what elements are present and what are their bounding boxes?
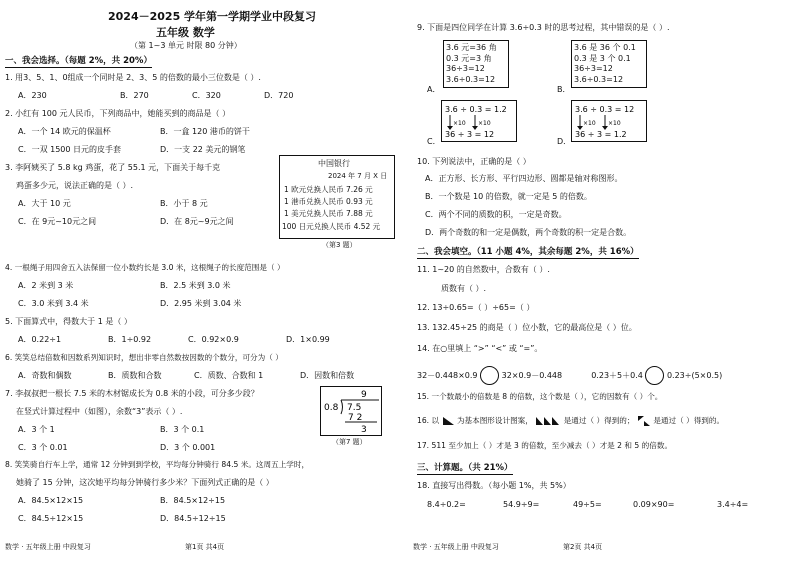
page2-footer-right: 第2页 共4页 xyxy=(563,543,603,551)
q9-a-line2: 0.3 元=3 角 xyxy=(446,54,492,63)
exam-subtitle: 五年级 数学 xyxy=(156,26,215,39)
q3-stem-line1: 3. 李阿姨买了 5.8 kg 鸡蛋，花了 55.1 元，下面关于每千克 xyxy=(5,163,221,172)
q9-d-diagram xyxy=(572,101,646,141)
q11-line1: 11. 1~20 的自然数中，合数有（ ）. xyxy=(417,265,550,274)
q18-expr-5: 3.4÷4= xyxy=(717,500,749,509)
q1-stem: 1. 用3、5、1、0组成一个同时是 2、3、5 的倍数的最小三位数是（ ）. xyxy=(5,73,261,82)
q2-option-c: C．一双 1500 日元的皮手套 xyxy=(18,145,122,154)
q10-option-c: C．两个不同的质数的积，一定是奇数。 xyxy=(425,210,567,219)
q3-stem-line2: 鸡蛋多少元，说法正确的是（ ）. xyxy=(16,181,134,190)
q18-expr-1: 8.4÷0.2= xyxy=(427,500,466,509)
bank-name: 中国银行 xyxy=(318,159,350,168)
q9-label-a: A． xyxy=(427,85,441,94)
page1-footer-left: 数学 · 五年级上册 中段复习 xyxy=(5,543,91,551)
long-division-figure xyxy=(320,386,382,436)
q9-a-line4: 3.6÷0.3=12 xyxy=(446,75,496,84)
division-quotient: 9 xyxy=(361,390,367,400)
q8-stem-line2: 她骑了 15 分钟，这次她平均每分钟骑行多少米？下面列式正确的是（ ） xyxy=(16,478,274,487)
q2-option-b: B．一盒 120 港币的饼干 xyxy=(160,127,250,136)
q11-line2: 质数有（ ）. xyxy=(441,284,487,293)
q2-option-a: A．一个 14 欧元的保温杯 xyxy=(18,127,111,136)
q8-option-a: A．84.5×12×15 xyxy=(18,496,84,505)
q16-part-4: 是通过（ ）得到的。 xyxy=(653,416,725,425)
q6-option-a: A．奇数和偶数 xyxy=(18,371,72,380)
q2-stem: 2. 小红有 100 元人民币，下列商品中，她能买到的商品是（ ） xyxy=(5,109,231,118)
q4-stem: 4. 一根绳子用四舍五入法保留一位小数约长是 3.0 米，这根绳子的长度范围是（ ） xyxy=(5,263,285,272)
q9-c-diagram xyxy=(442,101,516,141)
bank-date: 2024 年 7 月 X 日 xyxy=(328,172,388,180)
q8-option-c: C．84.5÷12×15 xyxy=(18,514,84,523)
q17-text: 17. 511 至少加上（ ）才是 3 的倍数，至少减去（ ）才是 2 和 5 的倍数。 xyxy=(417,441,673,450)
rate-euro: 1 欧元兑换人民币 7.26 元 xyxy=(284,185,373,194)
q9-label-d: D． xyxy=(557,137,572,146)
q12-text: 12. 13÷0.65=（ ）÷65=（ ） xyxy=(417,303,535,312)
q3-option-c: C．在 9元~10元之间 xyxy=(18,217,97,226)
rate-jpy: 100 日元兑换人民币 4.52 元 xyxy=(282,222,381,231)
q18-expr-4: 0.09×90= xyxy=(633,500,675,509)
q3-option-d: D．在 8元~9元之间 xyxy=(160,217,234,226)
q9-d-mult-2: ×10 xyxy=(608,120,621,127)
q10-option-d: D．两个奇数的和一定是偶数，两个奇数的积一定是合数。 xyxy=(425,228,632,237)
q7-option-c: C．3 个 0.01 xyxy=(18,443,68,452)
q5-stem: 5. 下面算式中，得数大于 1 是（ ） xyxy=(5,317,132,326)
q9-c-top: 3.6 ÷ 0.3 = 1.2 xyxy=(445,105,507,114)
q16-row xyxy=(417,415,724,427)
q1-option-b: B．270 xyxy=(120,91,149,100)
q9-b-line2: 0.3 是 3 个 0.1 xyxy=(574,54,631,63)
page1-footer-right: 第1页 共4页 xyxy=(185,543,225,551)
q9-b-line3: 36÷3=12 xyxy=(574,64,613,73)
bank-caption: （第3 题） xyxy=(322,241,357,249)
q14-expr-2: 32×0.9－0.448 xyxy=(501,371,563,380)
q1-option-d: D．720 xyxy=(264,91,294,100)
q9-box-d xyxy=(571,100,647,142)
q18-expr-2: 54.9÷9= xyxy=(503,500,540,509)
q2-option-d: D．一支 22 美元的钢笔 xyxy=(160,145,246,154)
rate-usd: 1 美元兑换人民币 7.88 元 xyxy=(284,209,373,218)
q4-option-b: B．2.5 米到 3.0 米 xyxy=(160,281,231,290)
q9-a-line1: 3.6 元=36 角 xyxy=(446,43,497,52)
q9-d-mult-1: ×10 xyxy=(583,120,596,127)
q7-option-b: B．3 个 0.1 xyxy=(160,425,205,434)
q9-d-top: 3.6 ÷ 0.3 = 12 xyxy=(575,105,635,114)
q10-stem: 10. 下列说法中，正确的是（ ） xyxy=(417,157,531,166)
q5-option-b: B．1÷0.92 xyxy=(108,335,152,344)
q9-c-bottom: 36 ÷ 3 = 12 xyxy=(445,130,495,139)
q14-compare-circle-2[interactable] xyxy=(645,366,664,385)
q15-text: 15. 一个数最小的倍数是 8 的倍数，这个数是（ ），它的因数有（ ）个。 xyxy=(417,392,663,401)
translated-pattern-icon xyxy=(535,416,561,426)
q5-option-a: A．0.22÷1 xyxy=(18,335,62,344)
section-1-heading: 一、我会选择。（每题 2%，共 20%） xyxy=(5,56,152,66)
q9-stem: 9. 下面是四位同学在计算 3.6÷0.3 时的思考过程，其中错误的是（ ）. xyxy=(417,23,670,32)
q5-option-c: C．0.92×0.9 xyxy=(188,335,239,344)
q8-stem-line1: 8. 笑笑骑自行车上学，通常 12 分钟到到学校，平均每分钟骑行 84.5 米。这周五上学时， xyxy=(5,460,310,469)
exam-meta: （第 1~3 单元 时限 80 分钟） xyxy=(130,41,242,50)
q9-c-mult-2: ×10 xyxy=(478,120,491,127)
rotated-pattern-icon xyxy=(637,415,651,427)
q9-box-b xyxy=(571,40,647,88)
base-shape-icon xyxy=(442,416,455,426)
q3-option-a: A．大于 10 元 xyxy=(18,199,71,208)
q1-option-c: C．320 xyxy=(192,91,221,100)
q6-option-c: C．质数、合数和 1 xyxy=(194,371,264,380)
division-caption: （第7 题） xyxy=(332,438,367,446)
division-dividend: 7.5 xyxy=(347,403,362,413)
q16-part-1: 16. 以 xyxy=(417,416,440,425)
q1-option-a: A．230 xyxy=(18,91,47,100)
q6-option-d: D．因数和倍数 xyxy=(300,371,355,380)
rate-hkd: 1 港币兑换人民币 0.93 元 xyxy=(284,197,373,206)
page-2 xyxy=(397,0,794,561)
q4-option-d: D．2.95 米到 3.04 米 xyxy=(160,299,242,308)
q16-part-3: 是通过（ ）得到的； xyxy=(563,416,635,425)
q13-text: 13. 132.45÷25 的商是（ ）位小数，它的最高位是（ ）位。 xyxy=(417,323,637,332)
q9-label-b: B． xyxy=(557,85,571,94)
q16-part-2: 为基本图形设计图案， xyxy=(456,416,533,425)
division-remainder: 3 xyxy=(361,425,367,435)
q8-option-b: B．84.5×12÷15 xyxy=(160,496,226,505)
q9-b-line4: 3.6÷0.3=12 xyxy=(574,75,624,84)
q7-stem-line2: 在竖式计算过程中（如图），余数“3”表示（ ）. xyxy=(16,407,183,416)
q9-box-a xyxy=(443,40,509,88)
q4-option-c: C．3.0 米到 3.4 米 xyxy=(18,299,89,308)
q18-stem: 18. 直接写出得数。（每小题 1%，共 5%） xyxy=(417,481,571,490)
section-3-heading: 三、计算题。（共 21%） xyxy=(417,463,513,473)
section-2-heading: 二、我会填空。（11 小题 4%，其余每题 2%，共 16%） xyxy=(417,247,639,257)
q14-row xyxy=(417,366,722,385)
q7-option-d: D．3 个 0.001 xyxy=(160,443,216,452)
q14-expr-3: 0.23＋5＋0.4 xyxy=(591,371,643,380)
exam-title: 2024－2025 学年第一学期学业中段复习 xyxy=(108,10,317,23)
q6-stem: 6. 笑笑总结倍数和因数系列知识时，想出非零自然数按因数的个数分，可分为（ ） xyxy=(5,353,283,362)
q8-option-d: D．84.5÷12÷15 xyxy=(160,514,226,523)
division-divisor: 0.8 xyxy=(324,403,339,413)
q14-compare-circle-1[interactable] xyxy=(480,366,499,385)
q9-b-line1: 3.6 是 36 个 0.1 xyxy=(574,43,636,52)
q5-option-d: D．1×0.99 xyxy=(286,335,330,344)
exchange-rate-box xyxy=(279,155,395,239)
q18-expr-3: 49÷5= xyxy=(573,500,602,509)
q9-a-line3: 36÷3=12 xyxy=(446,64,485,73)
page2-footer-left: 数学 · 五年级上册 中段复习 xyxy=(413,543,499,551)
q9-d-bottom: 36 ÷ 3 = 1.2 xyxy=(575,130,627,139)
long-division-svg xyxy=(321,387,381,435)
q4-option-a: A．2 米到 3 米 xyxy=(18,281,74,290)
q10-option-a: A．正方形、长方形、平行四边形、圆都是轴对称图形。 xyxy=(425,174,623,183)
q10-option-b: B．一个数是 10 的倍数，就一定是 5 的倍数。 xyxy=(425,192,592,201)
q7-option-a: A．3 个 1 xyxy=(18,425,55,434)
q9-c-mult-1: ×10 xyxy=(453,120,466,127)
division-product: 7 2 xyxy=(348,413,363,423)
q14-expr-1: 32－0.448×0.9 xyxy=(417,371,478,380)
q6-option-b: B．质数和合数 xyxy=(108,371,162,380)
q9-box-c xyxy=(441,100,517,142)
q14-expr-4: 0.23÷(5×0.5) xyxy=(666,371,723,380)
q7-stem-line1: 7. 李叔叔把一根长 7.5 米的木材锯成长为 0.8 米的小段，可分多少段？ xyxy=(5,389,259,398)
q3-option-b: B．小于 8 元 xyxy=(160,199,208,208)
q9-label-c: C． xyxy=(427,137,441,146)
q14-stem: 14. 在○里填上 “>” “<” 或 “=”。 xyxy=(417,344,543,353)
